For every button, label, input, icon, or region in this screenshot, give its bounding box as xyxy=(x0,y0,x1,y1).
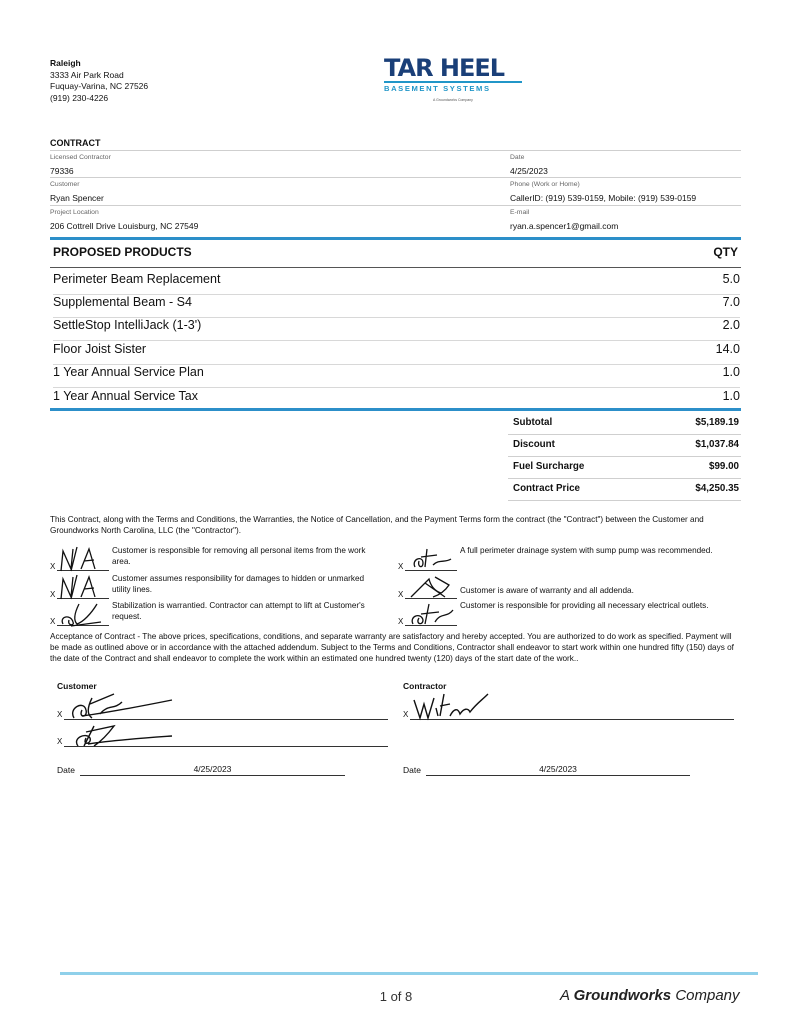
initial-x: X xyxy=(398,617,404,626)
info-row-customer xyxy=(50,178,741,206)
date-label: Date xyxy=(510,154,525,161)
company-logo xyxy=(384,56,522,104)
product-name: SettleStop IntelliJack (1-3') xyxy=(53,318,202,332)
product-row xyxy=(53,342,740,365)
info-row-contractor xyxy=(50,150,741,178)
contract-price-label: Contract Price xyxy=(513,483,580,494)
initial-x: X xyxy=(398,562,404,571)
customer-date-value: 4/25/2023 xyxy=(193,764,232,774)
product-qty: 1.0 xyxy=(722,365,740,379)
product-name: 1 Year Annual Service Tax xyxy=(53,389,199,403)
customer-date-label: Date xyxy=(57,765,75,775)
contractor-date-value: 4/25/2023 xyxy=(539,764,577,774)
qty-header: QTY xyxy=(713,245,738,259)
initial-x: X xyxy=(50,590,56,599)
page-number: 1 of 8 xyxy=(379,989,413,1004)
initial-text: Customer assumes responsibility for damages to hidden or unmarked utility lines. xyxy=(112,574,365,594)
product-qty: 5.0 xyxy=(722,272,740,286)
contractor-signature xyxy=(410,690,494,722)
office-address-line2: Fuquay-Varina, NC 27526 xyxy=(50,81,149,91)
products-bottom-divider xyxy=(50,408,741,411)
fuel-surcharge-row xyxy=(508,457,741,479)
product-row xyxy=(53,295,740,318)
product-name: Perimeter Beam Replacement xyxy=(53,272,221,286)
project-location-label: Project Location xyxy=(50,209,99,216)
initial-text: Customer is aware of warranty and all addenda. xyxy=(460,586,634,595)
initials-signature xyxy=(405,573,459,601)
customer-signature-label: Customer xyxy=(57,681,97,691)
discount-value: $1,037.84 xyxy=(695,439,739,450)
contractor-sig-x: X xyxy=(403,710,409,719)
product-row xyxy=(53,365,740,388)
project-location-value: 206 Cottrell Drive Louisburg, NC 27549 xyxy=(50,221,199,231)
licensed-contractor-value: 79336 xyxy=(50,166,74,176)
initial-text: Customer is responsible for removing all personal items from the work area. xyxy=(112,546,366,566)
product-name: 1 Year Annual Service Plan xyxy=(53,365,204,379)
section-divider xyxy=(50,237,741,240)
contractor-signature-label: Contractor xyxy=(403,681,447,691)
footer-company-brand xyxy=(560,987,740,1004)
office-address xyxy=(50,58,148,104)
phone-label: Phone (Work or Home) xyxy=(510,181,580,188)
discount-label: Discount xyxy=(513,439,555,450)
customer-sig-x-2: X xyxy=(57,737,63,746)
date-value: 4/25/2023 xyxy=(510,166,548,176)
initial-item-personal-items xyxy=(50,545,370,573)
logo-tagline: A Groundworks Company xyxy=(433,98,473,102)
terms-intro: This Contract, along with the Terms and Conditions, the Warranties, the Notice of Cancellation, and the Payment Terms form the contract (the "Contract") between the Customer and Groundworks North Carolina, LLC (the "Contractor"). xyxy=(50,515,704,535)
products-header-rule xyxy=(50,267,741,268)
fuel-surcharge-value: $99.00 xyxy=(709,461,739,472)
subtotal-label: Subtotal xyxy=(513,417,553,428)
initial-x: X xyxy=(398,590,404,599)
contractor-date-line xyxy=(426,775,690,776)
subtotal-row xyxy=(508,413,741,435)
initials-signature xyxy=(405,600,459,628)
company-suffix: Company xyxy=(675,987,740,1004)
initial-item-drainage xyxy=(398,545,718,573)
initial-x: X xyxy=(50,617,56,626)
products-header xyxy=(53,245,738,263)
office-address-line1: 3333 Air Park Road xyxy=(50,69,124,80)
product-qty: 2.0 xyxy=(722,318,740,332)
initial-text: Customer is responsible for providing all necessary electrical outlets. xyxy=(460,601,709,610)
discount-row xyxy=(508,435,741,457)
initials-signature xyxy=(57,600,111,628)
product-name: Supplemental Beam - S4 xyxy=(53,295,192,309)
initials-na-signature xyxy=(57,545,111,573)
initial-item-utility-lines xyxy=(50,573,370,601)
acceptance-text: Acceptance of Contract - The above prices, specifications, conditions, and separate warranty are satisfactory and hereby accepted. You are authorized to do work as specified. Payment will be made as outlined above or in accordance with the attached addendum. Subject to the Terms and Conditions, Contractor shall endeavor to start work within one hundred fifty (150) days of the date of the Contract and shall endeavor to complete the work within an estimated one hundred twenty (120) days of the start date of the work.. xyxy=(50,632,734,663)
initial-item-warranty xyxy=(398,573,718,601)
initial-text: A full perimeter drainage system with sump pump was recommended. xyxy=(460,546,713,555)
initial-item-electrical xyxy=(398,600,718,628)
customer-date-line xyxy=(80,775,345,776)
customer-value: Ryan Spencer xyxy=(50,193,104,203)
product-qty: 14.0 xyxy=(715,342,740,356)
customer-sig-x: X xyxy=(57,710,63,719)
licensed-contractor-label: Licensed Contractor xyxy=(50,154,111,161)
contract-title: CONTRACT xyxy=(50,138,101,148)
product-name: Floor Joist Sister xyxy=(53,342,147,356)
product-qty: 1.0 xyxy=(722,389,740,403)
contract-price-row xyxy=(508,479,741,501)
footer-rule xyxy=(60,972,758,975)
email-value: ryan.a.spencer1@gmail.com xyxy=(510,221,619,231)
office-phone: (919) 230-4226 xyxy=(50,92,109,103)
contract-price-value: $4,250.35 xyxy=(695,483,739,494)
logo-main-text: TAR HEEL xyxy=(384,54,505,82)
initials-na-signature xyxy=(57,573,111,601)
company-prefix: A xyxy=(560,987,570,1004)
initial-x: X xyxy=(50,562,56,571)
office-name: Raleigh xyxy=(50,58,81,68)
contractor-date-label: Date xyxy=(403,765,421,775)
initial-text: Stabilization is warrantied. Contractor can attempt to lift at Customer's request. xyxy=(112,601,365,621)
initials-signature xyxy=(405,545,459,573)
product-row xyxy=(53,272,740,295)
phone-value: CallerID: (919) 539-0159, Mobile: (919) 539-0159 xyxy=(510,193,697,203)
initial-item-stabilization xyxy=(50,600,370,628)
company-bold: Groundworks xyxy=(573,987,672,1004)
customer-signature xyxy=(62,690,182,722)
customer-label: Customer xyxy=(50,181,80,188)
customer-signature-2 xyxy=(64,720,176,750)
fuel-surcharge-label: Fuel Surcharge xyxy=(513,461,585,472)
logo-sub-text: BASEMENT SYSTEMS xyxy=(384,81,522,94)
subtotal-value: $5,189.19 xyxy=(695,417,739,428)
products-header-label: PROPOSED PRODUCTS xyxy=(53,245,192,259)
product-qty: 7.0 xyxy=(722,295,740,309)
email-label: E-mail xyxy=(510,209,530,216)
info-row-location xyxy=(50,206,741,234)
product-row xyxy=(53,318,740,341)
